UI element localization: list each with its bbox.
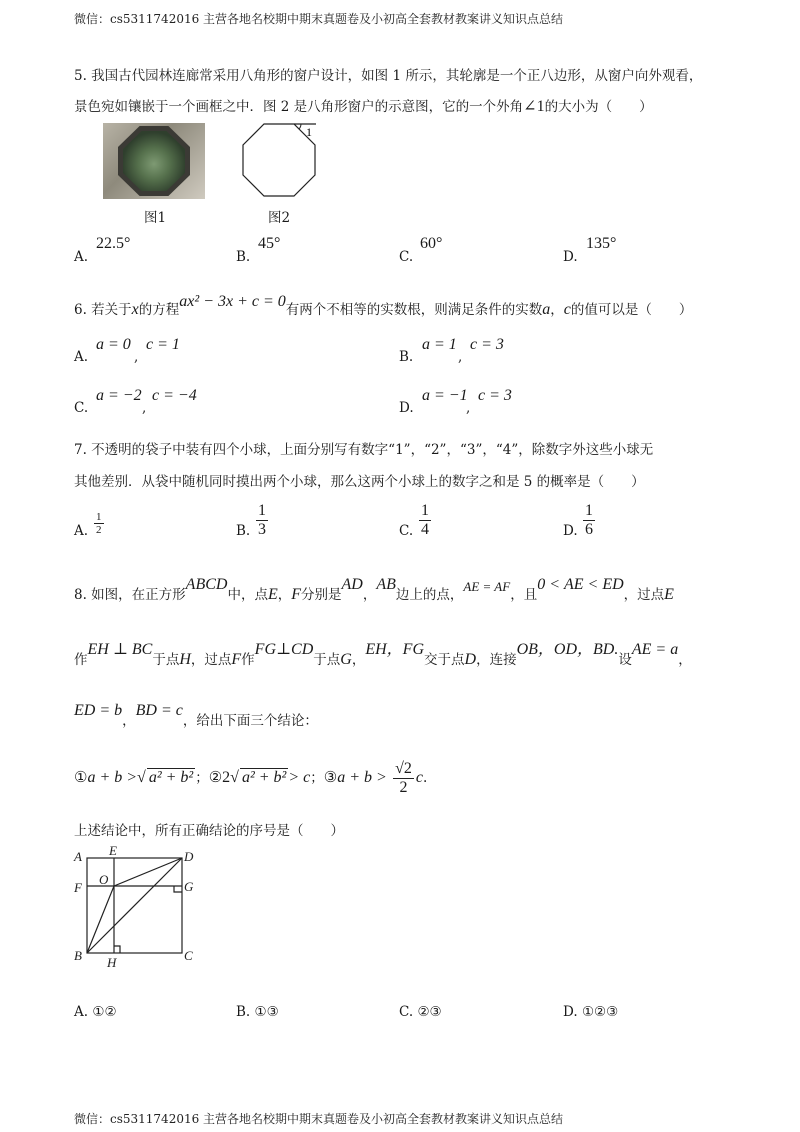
q6-option-c-letter[interactable]: C. (74, 400, 89, 416)
q6-option-b-v1: a = 1 (422, 336, 457, 353)
angle-1-label: 1 (306, 125, 312, 139)
q5-option-d-letter[interactable]: D. (563, 249, 578, 265)
q5-option-b-letter[interactable]: B. (236, 249, 251, 265)
q8-line2: 作EH ⊥ BC于点H，过点F作FG⊥CD于点G，EH，FG交于点D，连接OB，OD，BD.设AE = a， (74, 641, 692, 668)
label-C: C (184, 948, 193, 963)
label-G: G (184, 879, 194, 894)
q5-option-b-value: 45° (258, 235, 281, 252)
q6-prefix: 6. 若关于 (74, 302, 132, 318)
q6-option-a-v1: a = 0 (96, 336, 131, 353)
q8-option-a-letter: A. (74, 1004, 89, 1020)
label-D: D (184, 849, 194, 864)
q7-option-c-fraction: $\frac{1}{4}$ (421, 502, 429, 538)
q6-var-x: x (131, 301, 139, 318)
q5-option-c-letter[interactable]: C. (399, 249, 414, 265)
q6-end: 的值可以是（ ） (570, 302, 693, 318)
q6-option-a-v2: c = 1 (146, 336, 180, 353)
q6-option-c-v2: c = −4 (152, 387, 197, 404)
q7-option-b-fraction: $\frac{1}{3}$ (258, 502, 266, 538)
label-B: B (74, 948, 82, 963)
q6-equation: ax² − 3x + c = 0 (179, 293, 286, 310)
label-H: H (107, 955, 117, 970)
q8-option-b-value: ①③ (254, 1004, 279, 1020)
q7-option-d-letter[interactable]: D. (563, 523, 578, 539)
label-F: F (74, 880, 82, 895)
q6-option-c-v1: a = −2 (96, 387, 142, 404)
octagon-window-photo (103, 123, 205, 199)
q6-option-a-letter[interactable]: A. (74, 349, 89, 365)
q5-option-d-value: 135° (586, 235, 617, 252)
square-diagram (70, 842, 200, 972)
q7-option-a-letter[interactable]: A. (74, 523, 89, 539)
q8-c3-fraction: $\frac{√2}{2}$ (395, 760, 412, 796)
q8-line1: 8. 如图，在正方形ABCD中，点E，F分别是AD，AB边上的点，AE = AF，且0 < AE < ED，过点E (74, 576, 674, 603)
q8-option-a-value: ①② (92, 1004, 117, 1020)
q8-option-b-letter: B. (236, 1004, 251, 1020)
q6-option-d-letter[interactable]: D. (399, 400, 414, 416)
q5-line2-text: 景色宛如镶嵌于一个画框之中．图 2 是八角形窗户的示意图，它的一个外角 (74, 99, 524, 115)
q7-option-b-letter[interactable]: B. (236, 523, 251, 539)
q8-option-c-value: ②③ (417, 1004, 442, 1020)
octagon-diagram (232, 118, 332, 204)
q8-question: 上述结论中，所有正确结论的序号是（ ） (74, 823, 344, 839)
q7-line1: 7. 不透明的袋子中装有四个小球，上面分别写有数字“1”，“2”，“3”，“4”，除数字外这些小球无 (74, 442, 654, 458)
q5-option-a-value: 22.5° (96, 235, 131, 252)
q6-var-a: a (542, 301, 551, 318)
page-header: 微信：cs5311742016 主营各地名校期中期末真题卷及小初高全套教材教案讲义知识点总结 (74, 12, 564, 26)
q7-line2: 其他差别．从袋中随机同时摸出两个小球，那么这两个小球上的数字之和是 5 的概率是（ ） (74, 474, 645, 490)
q6-option-d-v2: c = 3 (478, 387, 512, 404)
q6-option-d-v1: a = −1 (422, 387, 468, 404)
q6-option-b-v2: c = 3 (470, 336, 504, 353)
angle1-symbol: ∠1 (523, 98, 545, 115)
fig2-caption: 图2 (268, 210, 291, 226)
q5-line2 (74, 95, 653, 116)
q8-option-d[interactable] (563, 1004, 618, 1020)
q7-option-c-letter[interactable]: C. (399, 523, 414, 539)
label-E: E (109, 843, 117, 858)
q8-option-d-letter: D. (563, 1004, 578, 1020)
fig1-caption: 图1 (144, 210, 167, 226)
q6-comma: ， (550, 302, 564, 318)
q5-option-c-value: 60° (420, 235, 443, 252)
q5-line1: 5. 我国古代园林连廊常采用八角形的窗户设计，如图 1 所示，其轮廓是一个正八边形，从窗户向外观看， (74, 68, 703, 84)
label-A: A (74, 849, 82, 864)
q8-option-d-value: ①②③ (581, 1004, 619, 1020)
q6-stem (74, 293, 693, 319)
q5-option-a-letter[interactable]: A. (74, 249, 89, 265)
label-O: O (99, 872, 109, 887)
q8-option-c-letter: C. (399, 1004, 414, 1020)
q5-line2-end: 的大小为（ ） (544, 99, 653, 115)
q8-option-c[interactable] (399, 1004, 442, 1020)
q6-mid: 的方程 (138, 302, 180, 318)
q8-option-b[interactable] (236, 1004, 279, 1020)
q6-suffix: 有两个不相等的实数根，则满足条件的实数 (285, 302, 543, 318)
q7-option-d-fraction: $\frac{1}{6}$ (585, 502, 593, 538)
q8-conclusions: ①a + b >√ a² + b² ；②2√ a² + b² > c；③a + b > $\frac{√2}{2}$ c. (74, 760, 428, 796)
q8-option-a[interactable] (74, 1004, 117, 1020)
q7-option-a-fraction: $\frac{1}{2}$ (96, 511, 102, 536)
q8-line3: ED = b，BD = c，给出下面三个结论： (74, 702, 318, 729)
page-footer: 微信：cs5311742016 主营各地名校期中期末真题卷及小初高全套教材教案讲义知识点总结 (74, 1112, 564, 1126)
q6-option-b-letter[interactable]: B. (399, 349, 414, 365)
q6-var-c: c (563, 301, 571, 318)
